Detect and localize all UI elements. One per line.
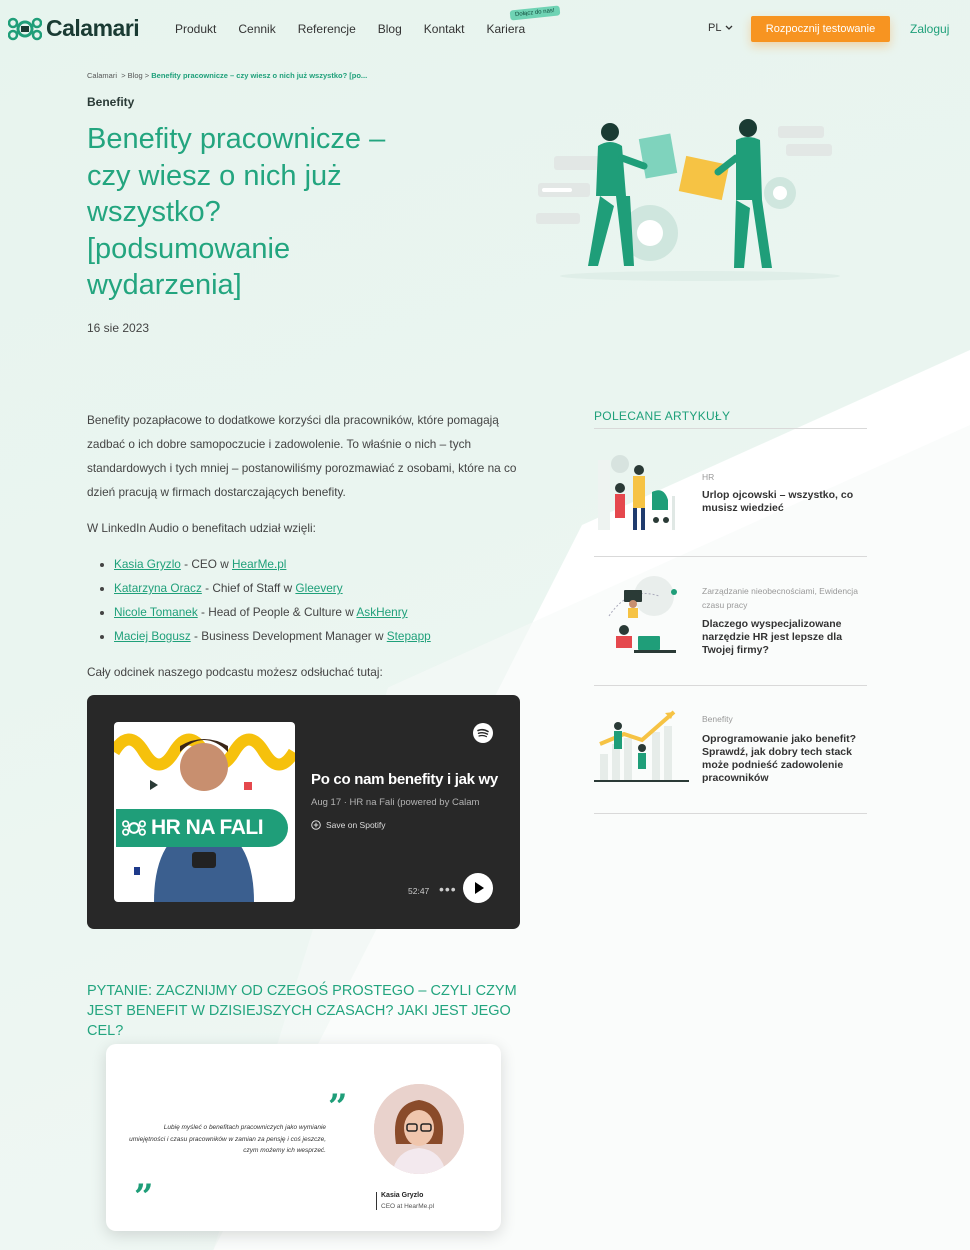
article-title[interactable]: Dlaczego wyspecjalizowane narzędzie HR jest lepsze dla Twojej firmy? xyxy=(702,618,843,656)
plus-circle-icon xyxy=(311,820,321,830)
recommended-articles-heading: POLECANE ARTYKUŁY xyxy=(594,409,731,423)
article-intro: Benefity pozapłacowe to dodatkowe korzyści dla pracowników, które pomagają zadbać o ich dobre samopoczucie i zadowolenie. To właśnie o nich – tych standardowych i tych mniej – postanowiliśmy porozmawiać z osobami, które na co dzień pracują w firmach dostarczających benefity. xyxy=(87,413,517,499)
participant-link[interactable]: Katarzyna Oracz xyxy=(114,581,202,595)
menu-item-cennik[interactable]: Cennik xyxy=(238,22,276,36)
calamari-logo-icon xyxy=(8,16,42,42)
breadcrumb-current: Benefity pracownicze – czy wiesz o nich już wszystko? [po... xyxy=(151,71,368,80)
article-title[interactable]: Urlop ojcowski – wszystko, co musisz wiedzieć xyxy=(702,489,854,514)
page-title: Benefity pracownicze – czy wiesz o nich już wszystko? [podsumowanie wydarzenia] xyxy=(87,123,386,301)
quote-card xyxy=(106,1044,501,1231)
list-item: • Maciej Bogusz - Business Development Manager w Stepapp xyxy=(114,624,522,648)
recommended-article[interactable] xyxy=(594,450,867,540)
spotify-embed[interactable] xyxy=(87,695,520,929)
divider xyxy=(594,685,867,686)
list-item: • Katarzyna Oracz - Chief of Staff w Gleevery xyxy=(114,576,522,600)
language-selector[interactable] xyxy=(708,22,733,34)
career-badge[interactable]: Dołącz do nas! xyxy=(510,5,560,20)
breadcrumb-separator: > xyxy=(121,71,126,80)
breadcrumb-separator: > xyxy=(144,71,150,80)
hr-tool-illustration xyxy=(594,576,689,662)
recommended-article[interactable] xyxy=(594,704,867,796)
article-category[interactable]: HR xyxy=(702,472,715,482)
article-category[interactable]: Benefity xyxy=(87,95,135,109)
start-trial-button[interactable]: Rozpocznij testowanie xyxy=(751,16,890,42)
logo[interactable] xyxy=(8,15,139,42)
teamwork-puzzle-illustration xyxy=(530,118,850,288)
menu-item-produkt[interactable]: Produkt xyxy=(175,22,217,36)
avatar xyxy=(374,1084,464,1174)
episode-meta: Aug 17 · HR na Fali (powered by Calam xyxy=(311,797,480,808)
divider xyxy=(594,813,867,814)
participant-link[interactable]: Nicole Tomanek xyxy=(114,605,198,619)
article-title[interactable]: Oprogramowanie jako benefit? Sprawdź, jak dobry tech stack może podnieść zadowolenie pracowników xyxy=(702,733,857,784)
participant-link[interactable]: Maciej Bogusz xyxy=(114,629,191,643)
logo-text: Calamari xyxy=(46,15,140,41)
quote-text: Lubię myśleć o benefitach pracowniczych jako wymianie umiejętności i czasu pracowników w zamian za pensję i coś jeszcze, czym możemy ich wesprzeć. xyxy=(129,1124,326,1154)
save-on-spotify-button[interactable]: Save on Spotify xyxy=(311,820,386,830)
company-link[interactable]: AskHenry xyxy=(356,605,408,619)
publish-date: 16 sie 2023 xyxy=(87,321,150,335)
quote-mark-icon: ” xyxy=(134,1177,154,1217)
play-button[interactable] xyxy=(463,873,493,903)
list-item: • Nicole Tomanek - Head of People & Culture w AskHenry xyxy=(114,600,522,624)
breadcrumb xyxy=(87,71,367,80)
participant-link[interactable]: Kasia Gryzlo xyxy=(114,557,181,571)
menu-item-blog[interactable]: Blog xyxy=(377,22,402,36)
divider xyxy=(594,556,867,557)
company-link[interactable]: HearMe.pl xyxy=(232,557,287,571)
spotify-logo-icon[interactable] xyxy=(473,723,493,743)
quote-mark-icon: ” xyxy=(328,1087,348,1127)
episode-duration: 52:47 xyxy=(408,886,430,896)
quote-author xyxy=(376,1192,434,1210)
author-portrait xyxy=(374,1084,464,1174)
episode-title[interactable]: Po co nam benefity i jak wy xyxy=(311,771,498,788)
login-link[interactable]: Zaloguj xyxy=(910,22,950,36)
participants-intro: W LinkedIn Audio o benefitach udział wzięli: xyxy=(87,521,316,535)
main-menu xyxy=(175,22,547,36)
cover-title: HR NA FALI xyxy=(116,809,288,847)
company-link[interactable]: Stepapp xyxy=(386,629,431,643)
menu-item-referencje[interactable]: Referencje xyxy=(297,22,356,36)
article-category[interactable]: Benefity xyxy=(702,714,733,724)
calamari-logo-icon xyxy=(122,819,146,837)
participants-list xyxy=(87,552,522,648)
language-label: PL xyxy=(708,22,722,34)
article-body xyxy=(87,408,522,696)
list-item: • Kasia Gryzlo - CEO w HearMe.pl xyxy=(114,552,522,576)
podcast-cover[interactable] xyxy=(114,722,295,902)
section-question-heading: PYTANIE: ZACZNIJMY OD CZEGOŚ PROSTEGO – CZYLI CZYM JEST BENEFIT W DZISIEJSZYCH CZASACH? JAKI JEST JEGO CEL? xyxy=(87,983,517,1039)
divider xyxy=(594,428,867,429)
more-options-button[interactable]: ••• xyxy=(439,881,457,897)
tech-stack-illustration xyxy=(594,704,689,790)
breadcrumb-home[interactable]: Calamari xyxy=(87,71,118,80)
podcast-intro: Cały odcinek naszego podcastu możesz odsłuchać tutaj: xyxy=(87,665,383,679)
recommended-article[interactable] xyxy=(594,576,867,668)
quote-author-name: Kasia Gryzlo xyxy=(381,1192,424,1199)
top-navigation xyxy=(0,0,970,58)
menu-item-kariera[interactable]: Kariera xyxy=(486,22,526,36)
quote-author-role: CEO at HearMe.pl xyxy=(381,1203,435,1210)
chevron-down-icon xyxy=(725,25,733,31)
company-link[interactable]: Gleevery xyxy=(295,581,343,595)
menu-item-kontakt[interactable]: Kontakt xyxy=(423,22,465,36)
paternity-leave-illustration xyxy=(594,450,689,536)
article-category[interactable]: Zarządzanie nieobecnościami, Ewidencja czasu pracy xyxy=(702,586,858,610)
play-icon xyxy=(463,873,493,903)
breadcrumb-blog[interactable]: Blog xyxy=(127,71,143,80)
